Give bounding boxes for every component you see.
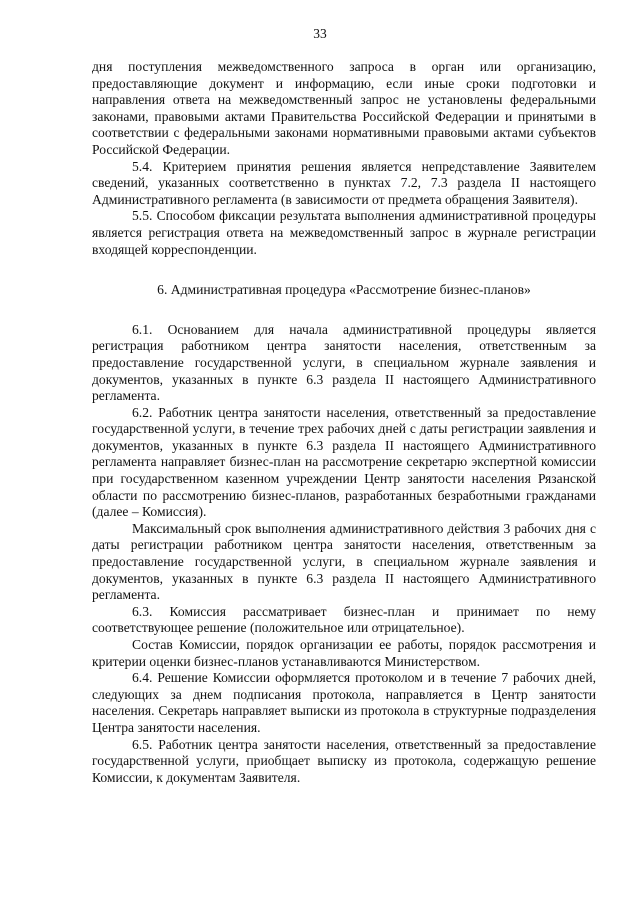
paragraph-5-4: 5.4. Критерием принятия решения является непредставление Заявителем сведений, указанных соответственно в пунктах 7.2, 7.3 раздела II настоящего Административного регламента (в зависимости от предмета обращения Заявителя).: [92, 158, 596, 207]
paragraph-continuation: дня поступления межведомственного запроса в орган или организацию, предоставляющие документ и информацию, если иные сроки подготовки и направления ответа на межведомственный запрос не установлены федеральными законами, правовыми актами Правительства Российской Федерации и принятыми в соответствии с федеральными законами нормативными правовыми актами субъектов Российской Федерации.: [92, 59, 596, 157]
paragraph-6-5: 6.5. Работник центра занятости населения, ответственный за предоставление государственной услуги, приобщает выписку из протокола, содержащую решение Комиссии, к документам Заявителя.: [92, 736, 596, 785]
paragraph-commission-composition: Состав Комиссии, порядок организации ее работы, порядок рассмотрения и критерии оценки бизнес-планов устанавливаются Министерством.: [92, 637, 596, 669]
paragraph-5-5: 5.5. Способом фиксации результата выполнения административной процедуры является регистрация ответа на межведомственный запрос в журнале регистрации входящей корреспонденции.: [92, 208, 596, 257]
section-heading: 6. Административная процедура «Рассмотрение бизнес-планов»: [157, 282, 531, 298]
paragraph-6-4: 6.4. Решение Комиссии оформляется протоколом и в течение 7 рабочих дней, следующих за днем подписания протокола, направляется в Центр занятости населения. Секретарь направляет выписки из протокола в структурные подразделения Центра занятости населения.: [92, 670, 596, 735]
paragraph-max-term: Максимальный срок выполнения административного действия 3 рабочих дня с даты регистрации работником центра занятости населения, ответственным за предоставление государственной услуги, в специальном журнале заявления и документов, указанных в пункте 6.3 раздела II настоящего Административного регламента.: [92, 520, 596, 603]
paragraph-6-2: 6.2. Работник центра занятости населения, ответственный за предоставление государственной услуги, в течение трех рабочих дней с даты регистрации заявления и документов, указанных в пункте 6.3 раздела II настоящего Административного регламента направляет бизнес-план на рассмотрение секретарю экспертной комиссии при государственном казенном учреждении Центр занятости населения Рязанской области по рассмотрению бизнес-планов, разработанных безработными гражданами (далее – Комиссия).: [92, 404, 596, 520]
document-body: [92, 59, 596, 786]
paragraph-6-1: 6.1. Основанием для начала административной процедуры является регистрация работником центра занятости населения, ответственным за предоставление государственной услуги, в специальном журнале заявления и документов, указанных в пункте 6.3 раздела II настоящего Административного регламента.: [92, 321, 596, 404]
paragraph-6-3: 6.3. Комиссия рассматривает бизнес-план и принимает по нему соответствующее решение (положительное или отрицательное).: [92, 603, 596, 636]
page-number: 33: [313, 26, 327, 41]
